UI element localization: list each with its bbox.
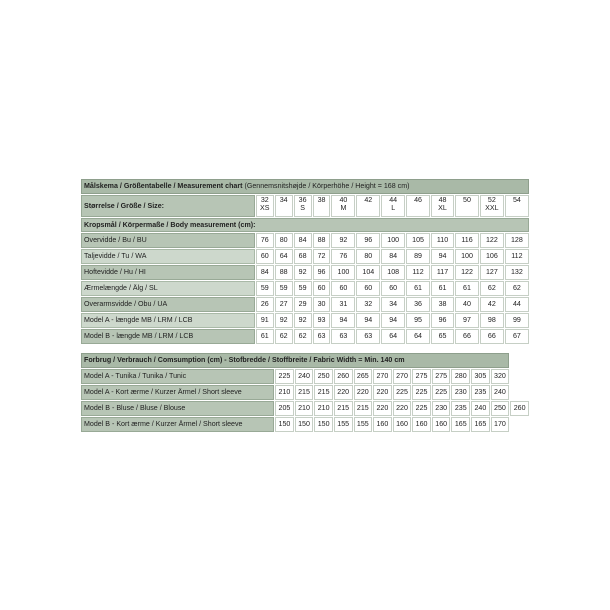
value-cell: 260: [334, 369, 353, 384]
size-cell: [331, 195, 355, 217]
body-measurement-section-label: Kropsmål / Körpermaße / Body measurement (cm):: [81, 218, 529, 232]
value-cell: 270: [373, 369, 392, 384]
value-cell: 64: [381, 329, 405, 344]
value-cell: 108: [381, 265, 405, 280]
value-cell: 210: [295, 401, 314, 416]
value-cell: 60: [381, 281, 405, 296]
value-cell: 59: [294, 281, 312, 296]
table-row: [81, 297, 529, 312]
value-cell: 150: [314, 417, 333, 432]
value-cell: 84: [294, 233, 312, 248]
value-cell: 215: [314, 385, 333, 400]
value-cell: 106: [480, 249, 504, 264]
value-cell: 80: [275, 233, 293, 248]
size-cell: [256, 195, 274, 217]
value-cell: 31: [331, 297, 355, 312]
size-code: S: [300, 204, 305, 213]
value-cell: 220: [354, 385, 373, 400]
value-cell: 60: [256, 249, 274, 264]
value-cell: 320: [491, 369, 510, 384]
size-code: XL: [438, 204, 447, 213]
value-cell: 62: [480, 281, 504, 296]
value-cell: 100: [455, 249, 479, 264]
size-code: M: [340, 204, 347, 213]
value-cell: 64: [406, 329, 430, 344]
value-cell: 95: [406, 313, 430, 328]
size-cell: [406, 195, 430, 217]
value-cell: 205: [275, 401, 294, 416]
value-cell: 67: [505, 329, 529, 344]
value-cell: 65: [431, 329, 454, 344]
size-label: Størrelse / Größe / Size:: [81, 195, 255, 217]
consumption-title: [81, 353, 509, 368]
value-cell: 62: [275, 329, 293, 344]
table-row: [81, 401, 529, 416]
value-cell: 260: [510, 401, 529, 416]
value-cell: 92: [275, 313, 293, 328]
value-cell: 42: [480, 297, 504, 312]
value-cell: 68: [294, 249, 312, 264]
value-cell: 38: [431, 297, 454, 312]
measurement-chart-height-note: (Gennemsnitshøjde / Körperhöhe / Height = 168 cm): [244, 182, 410, 191]
value-cell: 270: [393, 369, 412, 384]
consumption-title-text: Forbrug / Verbrauch / Comsumption (cm) - Stofbredde / Stoffbreite / Fabric Width = Min. 140 cm: [84, 356, 405, 365]
value-cell: 89: [406, 249, 430, 264]
value-cell: 60: [356, 281, 380, 296]
value-cell: 225: [393, 385, 412, 400]
value-cell: 92: [294, 265, 312, 280]
value-cell: 122: [480, 233, 504, 248]
value-cell: 94: [331, 313, 355, 328]
value-cell: 59: [275, 281, 293, 296]
value-cell: 60: [313, 281, 331, 296]
size-number: 52: [487, 196, 496, 204]
value-cell: 72: [313, 249, 331, 264]
value-cell: 240: [491, 385, 510, 400]
value-cell: 97: [455, 313, 479, 328]
row-label: Hoftevidde / Hu / HI: [81, 265, 255, 280]
value-cell: 215: [334, 401, 353, 416]
value-cell: 59: [256, 281, 274, 296]
value-cell: 265: [354, 369, 373, 384]
value-cell: 128: [505, 233, 529, 248]
row-label: Model B - længde MB / LRM / LCB: [81, 329, 255, 344]
table-row: [81, 233, 529, 248]
value-cell: 160: [412, 417, 431, 432]
value-cell: 127: [480, 265, 504, 280]
size-cell: [505, 195, 529, 217]
value-cell: 275: [412, 369, 431, 384]
size-code: L: [391, 204, 396, 213]
value-cell: 96: [356, 233, 380, 248]
row-label: Model B - Bluse / Bluse / Blouse: [81, 401, 274, 416]
value-cell: 94: [356, 313, 380, 328]
value-cell: 96: [313, 265, 331, 280]
table-row: [81, 249, 529, 264]
value-cell: 116: [455, 233, 479, 248]
value-cell: 230: [451, 385, 470, 400]
value-cell: 155: [354, 417, 373, 432]
value-cell: 165: [451, 417, 470, 432]
value-cell: 170: [491, 417, 510, 432]
size-number: 48: [438, 196, 447, 204]
value-cell: 122: [455, 265, 479, 280]
size-number: 42: [364, 196, 373, 204]
value-cell: 92: [294, 313, 312, 328]
value-cell: 84: [256, 265, 274, 280]
body-measurement-section-row: [81, 218, 529, 232]
size-cell: [294, 195, 312, 217]
size-cell: [455, 195, 479, 217]
row-label: Model A - længde MB / LRM / LCB: [81, 313, 255, 328]
value-cell: 60: [331, 281, 355, 296]
value-cell: 110: [431, 233, 454, 248]
table-row: [81, 265, 529, 280]
value-cell: 62: [294, 329, 312, 344]
value-cell: 225: [432, 385, 451, 400]
value-cell: 76: [256, 233, 274, 248]
consumption-rows: [81, 369, 529, 432]
fabric-consumption-table: [80, 352, 530, 433]
size-cell: [381, 195, 405, 217]
size-number: 54: [512, 196, 521, 204]
value-cell: 44: [505, 297, 529, 312]
value-cell: 61: [256, 329, 274, 344]
value-cell: 104: [356, 265, 380, 280]
value-cell: 61: [455, 281, 479, 296]
measurement-chart-title-row: [81, 179, 529, 194]
value-cell: 225: [412, 401, 431, 416]
value-cell: 215: [295, 385, 314, 400]
value-cell: 61: [431, 281, 454, 296]
row-label: Model A - Kort ærme / Kurzer Ärmel / Short sleeve: [81, 385, 274, 400]
value-cell: 63: [356, 329, 380, 344]
value-cell: 160: [373, 417, 392, 432]
measurement-chart-table: [80, 178, 530, 345]
value-cell: 240: [295, 369, 314, 384]
value-cell: 27: [275, 297, 293, 312]
consumption-title-row: [81, 353, 529, 368]
value-cell: 225: [412, 385, 431, 400]
value-cell: 61: [406, 281, 430, 296]
value-cell: 64: [275, 249, 293, 264]
row-label: Taljevidde / Tu / WA: [81, 249, 255, 264]
size-code: XXL: [485, 204, 499, 213]
value-cell: 160: [393, 417, 412, 432]
row-label: Ærmelængde / Älg / SL: [81, 281, 255, 296]
value-cell: 100: [331, 265, 355, 280]
value-cell: 240: [471, 401, 490, 416]
value-cell: 225: [275, 369, 294, 384]
value-cell: 94: [381, 313, 405, 328]
size-number: 32: [260, 196, 269, 204]
size-cell: [356, 195, 380, 217]
value-cell: 220: [373, 385, 392, 400]
value-cell: 66: [480, 329, 504, 344]
value-cell: 305: [471, 369, 490, 384]
value-cell: 230: [432, 401, 451, 416]
value-cell: 88: [313, 233, 331, 248]
value-cell: 99: [505, 313, 529, 328]
value-cell: 210: [275, 385, 294, 400]
value-cell: 275: [432, 369, 451, 384]
size-row: [81, 195, 529, 217]
value-cell: 165: [471, 417, 490, 432]
size-number: 36: [298, 196, 307, 204]
table-row: [81, 281, 529, 296]
value-cell: 63: [331, 329, 355, 344]
value-cell: 220: [334, 385, 353, 400]
size-cell: [431, 195, 454, 217]
value-cell: 91: [256, 313, 274, 328]
value-cell: 88: [275, 265, 293, 280]
row-label: Overarmsvidde / Obu / UA: [81, 297, 255, 312]
value-cell: 280: [451, 369, 470, 384]
row-label: Overvidde / Bu / BU: [81, 233, 255, 248]
value-cell: 26: [256, 297, 274, 312]
table-row: [81, 329, 529, 344]
value-cell: 76: [331, 249, 355, 264]
value-cell: 36: [406, 297, 430, 312]
size-cell: [275, 195, 293, 217]
value-cell: 34: [381, 297, 405, 312]
value-cell: 210: [314, 401, 333, 416]
size-number: 46: [414, 196, 422, 204]
value-cell: 63: [313, 329, 331, 344]
size-code: XS: [260, 204, 270, 213]
row-label: Model B - Kort ærme / Kurzer Ärmel / Short sleeve: [81, 417, 274, 432]
value-cell: 40: [455, 297, 479, 312]
value-cell: 160: [432, 417, 451, 432]
table-row: [81, 385, 529, 400]
value-cell: 250: [491, 401, 510, 416]
value-cell: 235: [471, 385, 490, 400]
value-cell: 220: [393, 401, 412, 416]
table-row: [81, 417, 529, 432]
value-cell: 29: [294, 297, 312, 312]
value-cell: 93: [313, 313, 331, 328]
value-cell: 132: [505, 265, 529, 280]
size-number: 40: [339, 196, 348, 204]
measurement-chart-title: [81, 179, 529, 194]
table-row: [81, 369, 529, 384]
measurement-chart-title-bold: Målskema / Größentabelle / Measurement chart: [84, 182, 243, 191]
value-cell: 98: [480, 313, 504, 328]
value-cell: 112: [505, 249, 529, 264]
value-cell: 62: [505, 281, 529, 296]
value-cell: 100: [381, 233, 405, 248]
size-cell: [313, 195, 331, 217]
value-cell: 150: [295, 417, 314, 432]
value-cell: 92: [331, 233, 355, 248]
value-cell: 215: [354, 401, 373, 416]
value-cell: 117: [431, 265, 454, 280]
value-cell: 96: [431, 313, 454, 328]
body-measurement-rows: [81, 233, 529, 344]
size-number: 50: [463, 196, 471, 204]
value-cell: 250: [314, 369, 333, 384]
value-cell: 150: [275, 417, 294, 432]
value-cell: 84: [381, 249, 405, 264]
value-cell: 220: [373, 401, 392, 416]
value-cell: 80: [356, 249, 380, 264]
value-cell: 32: [356, 297, 380, 312]
value-cell: 94: [431, 249, 454, 264]
size-number: 34: [279, 196, 288, 204]
table-row: [81, 313, 529, 328]
value-cell: 30: [313, 297, 331, 312]
value-cell: 66: [455, 329, 479, 344]
value-cell: 235: [451, 401, 470, 416]
row-label: Model A - Tunika / Tunika / Tunic: [81, 369, 274, 384]
size-number: 44: [389, 196, 398, 204]
value-cell: 155: [334, 417, 353, 432]
value-cell: 105: [406, 233, 430, 248]
value-cell: 112: [406, 265, 430, 280]
size-cell: [480, 195, 504, 217]
size-number: 38: [317, 196, 326, 204]
